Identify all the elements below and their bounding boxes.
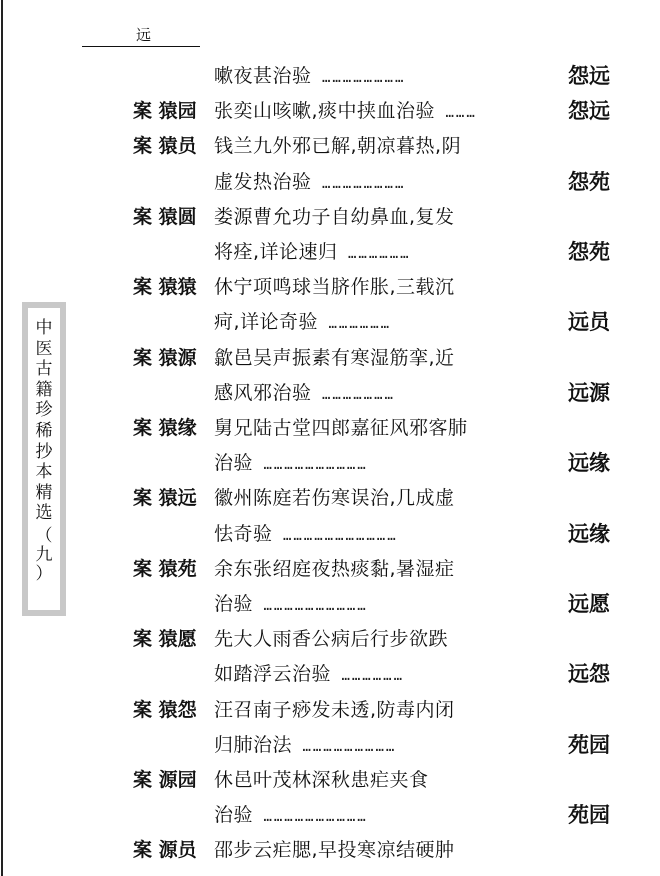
entry-title-text: 嗽夜甚治验	[214, 65, 312, 87]
toc-entry[interactable]	[0, 306, 660, 340]
entry-title	[214, 662, 404, 688]
page-number: 远愿	[568, 592, 610, 616]
dot-leader: ……………………………	[272, 527, 398, 544]
dot-leader: ……………………	[311, 175, 406, 192]
entry-title-text: 先大人雨香公病后行步欲跌	[214, 628, 449, 651]
page-number: 苑园	[568, 803, 610, 828]
entry-title-text: 治验	[214, 452, 254, 475]
toc-entry[interactable]	[0, 130, 660, 164]
running-head-text: 远	[136, 26, 152, 44]
case-number: 案 猿猿	[133, 276, 197, 299]
entry-title	[214, 170, 405, 196]
entry-title-text: 休邑叶茂林深秋患疟夹食	[214, 769, 429, 791]
entry-title-text: 舅兄陆古堂四郎嘉征风邪客肺	[214, 417, 468, 439]
toc-entry[interactable]	[0, 377, 660, 411]
entry-title-text: 钱兰九外邪已解,朝凉暮热,阴	[214, 135, 462, 158]
page-number: 怨远	[568, 64, 610, 88]
entry-title-text: 徽州陈庭若伤寒误治,几成虚	[214, 487, 455, 510]
volume-char: ）	[35, 563, 53, 584]
series-title-char: 精	[35, 482, 53, 503]
dot-leader: ………………	[337, 246, 411, 262]
dot-leader: ………………………	[292, 738, 397, 755]
entry-title	[214, 522, 398, 548]
page-number: 远缘	[568, 521, 610, 546]
toc-entry[interactable]	[0, 799, 660, 833]
series-title-char: 中	[35, 318, 53, 338]
page-number: 怨远	[568, 99, 610, 124]
toc-entry[interactable]	[0, 518, 660, 552]
entry-title	[214, 803, 368, 829]
entry-title	[214, 698, 455, 724]
entry-title-text: 汪召南子痧发未透,防毒内闭	[214, 698, 455, 721]
entry-title	[214, 592, 368, 618]
case-number: 案 源员	[133, 839, 197, 862]
page-number: 远缘	[568, 451, 610, 476]
case-number: 案 猿远	[133, 487, 197, 510]
series-title-char: 抄	[35, 441, 53, 462]
entry-title	[214, 346, 455, 372]
case-number: 案 猿圆	[133, 205, 197, 228]
entry-title-text: 张奕山咳嗽,痰中挟血治验	[214, 100, 436, 123]
toc-entry[interactable]	[0, 729, 660, 763]
entry-title	[214, 838, 455, 864]
entry-title	[214, 64, 405, 90]
entry-title-text: 疴,详论奇验	[214, 311, 319, 334]
entry-title	[214, 99, 477, 125]
series-title-char: 选	[35, 503, 53, 524]
entry-title	[214, 627, 448, 653]
toc-entry[interactable]	[0, 694, 660, 728]
entry-title-text: 余东张绍庭夜热痰黏,暑湿症	[214, 557, 455, 580]
toc-entry[interactable]	[0, 447, 660, 481]
case-number: 案 猿园	[133, 100, 197, 123]
series-title-char: 古	[35, 359, 53, 380]
toc-entry[interactable]	[0, 764, 660, 798]
case-number: 案 猿苑	[133, 557, 197, 580]
dot-leader: …………………………	[253, 809, 368, 826]
case-number: 案 源园	[133, 769, 197, 791]
toc-entry[interactable]	[0, 271, 660, 305]
volume-char: 九	[35, 544, 53, 565]
toc-entry[interactable]	[0, 588, 660, 622]
page-number: 怨苑	[568, 169, 610, 194]
toc-entry[interactable]	[0, 412, 660, 446]
case-number: 案 猿愿	[133, 628, 197, 651]
dot-leader: ………………	[318, 316, 392, 333]
entry-title	[214, 381, 395, 407]
entry-title	[214, 240, 411, 266]
toc-entry[interactable]	[0, 342, 660, 376]
entry-title	[214, 134, 461, 160]
toc-entry[interactable]	[0, 95, 660, 129]
entry-title	[214, 451, 368, 477]
toc-entry[interactable]	[0, 834, 660, 868]
entry-title-text: 治验	[214, 804, 254, 827]
toc-entry[interactable]	[0, 658, 660, 692]
toc-entry[interactable]	[0, 553, 660, 587]
entry-title	[214, 733, 396, 759]
toc-entry[interactable]	[0, 166, 660, 200]
entry-title-text: 虚发热治验	[214, 170, 312, 193]
dot-leader: ………………	[331, 668, 405, 685]
toc-entry[interactable]	[0, 623, 660, 657]
entry-title	[214, 275, 455, 301]
page-number: 怨苑	[568, 240, 610, 264]
toc-entry[interactable]	[0, 482, 660, 516]
toc-entry[interactable]	[0, 201, 660, 235]
running-head	[82, 22, 200, 47]
entry-title-text: 感风邪治验	[214, 381, 312, 404]
entry-title	[214, 205, 455, 231]
dot-leader: …………………………	[253, 598, 368, 614]
entry-title	[214, 557, 455, 583]
entry-title-text: 如踏浮云治验	[214, 663, 332, 686]
dot-leader: ………	[435, 105, 477, 122]
entry-title-text: 歙邑吴声振素有寒湿筋挛,近	[214, 346, 455, 369]
entry-title-text: 将痊,详论速归	[214, 241, 338, 263]
case-number: 案 猿缘	[133, 417, 197, 439]
entry-title-text: 休宁项鸣球当脐作胀,三载沉	[214, 276, 455, 299]
case-number: 案 猿员	[133, 135, 197, 158]
entry-title	[214, 416, 468, 442]
toc-entry[interactable]	[0, 60, 660, 94]
dot-leader: ……………………	[311, 70, 406, 86]
volume-char: （	[35, 525, 53, 546]
case-number: 案 猿源	[133, 346, 197, 369]
dot-leader: …………………	[311, 386, 395, 403]
entry-title	[214, 310, 391, 336]
page-number: 苑园	[568, 732, 610, 757]
series-title-char: 稀	[35, 420, 53, 441]
entry-title	[214, 768, 429, 794]
page-number: 远源	[568, 380, 610, 405]
entry-title-text: 治验	[214, 593, 254, 615]
page-number: 远员	[568, 310, 610, 335]
entry-title-text: 怯奇验	[214, 522, 273, 545]
series-title-char: 籍	[35, 379, 53, 400]
entry-title	[214, 486, 455, 512]
toc-entry[interactable]	[0, 236, 660, 270]
entry-title-text: 娄源曹允功子自幼鼻血,复发	[214, 205, 455, 228]
series-title-char: 医	[35, 338, 53, 359]
series-title-char: 本	[35, 462, 53, 483]
page-number: 远怨	[568, 662, 610, 687]
case-number: 案 猿怨	[133, 698, 197, 721]
entry-title-text: 邵步云疟腮,早投寒凉结硬肿	[214, 839, 455, 862]
entry-title-text: 归肺治法	[214, 733, 293, 756]
series-title-char: 珍	[35, 400, 53, 421]
dot-leader: …………………………	[253, 457, 368, 474]
